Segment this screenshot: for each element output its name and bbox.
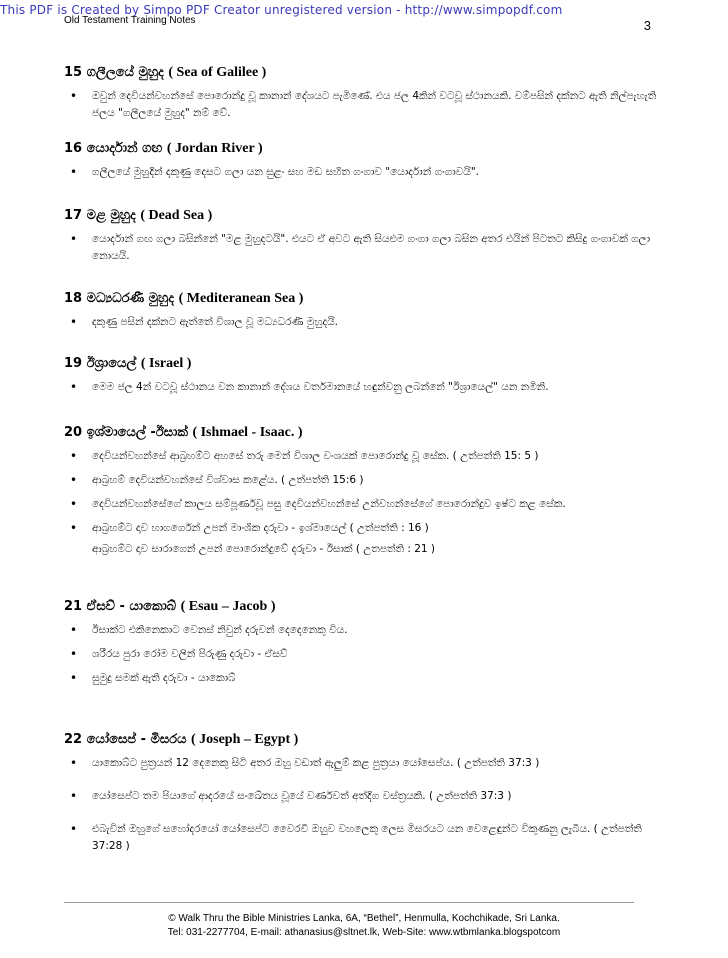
bullet-item [64, 496, 658, 513]
bullet-icon: • [70, 165, 78, 179]
section-19 [64, 355, 658, 403]
section-number: 20 [64, 425, 83, 440]
bullet-text: ගලීලයේ මුහුදින් දකුණු දෙසට ගලා යන සුළං සහ මඩ සහිත ගංගාව "යොර්දාන් ගංගාවයි". [92, 166, 479, 178]
footer-copyright: © Walk Thru the Bible Ministries Lanka, 6A, “Bethel”, Henmulla, Kochchikade, Sri Lanka. [168, 913, 560, 924]
bullet-text: යාකොබ්ට පුත්‍රයන් 12 දෙනෙකු සිටි අතර ඔහු වඩාත් ඇලුම් කළ පුත්‍රයා යෝසෙප්ය. ( උත්පත්ති 37:3 ) [92, 757, 540, 769]
section-number: 21 [64, 599, 83, 614]
bullet-item [64, 314, 658, 331]
section-title-sinhala: ගලීලයේ මුහුද [86, 65, 164, 80]
footer-divider [64, 902, 634, 903]
section-title [64, 598, 658, 616]
pdf-creator-watermark: This PDF is Created by Simpo PDF Creator unregistered version - http://www.simpopdf.com [0, 3, 563, 17]
bullet-text: එබැවින් ඔහුගේ සහෝදරයෝ යෝසෙප්ට වෛරවී ඔහුව වහලෙකු ලෙස මිසරයට යන වෙළෙඳුන්ට විකුණනු ලැබීය. ( උත්පත්ති 37:28 ) [92, 823, 642, 852]
section-title-sinhala: මධ්‍යධරණී මුහුද [86, 291, 175, 306]
section-number: 15 [64, 65, 83, 80]
bullet-item [64, 670, 658, 687]
bullet-item [64, 622, 658, 639]
section-title-english: ( Ishmael - Isaac. ) [192, 425, 303, 440]
section-number: 16 [64, 141, 83, 156]
bullet-item [64, 755, 658, 772]
bullet-icon: • [70, 497, 78, 511]
bullet-item [64, 788, 658, 805]
header-title: Old Testament Training Notes [64, 15, 196, 26]
bullet-item [64, 472, 658, 489]
section-title-english: ( Dead Sea ) [140, 208, 213, 223]
bullet-item [64, 164, 658, 181]
section-title [64, 64, 658, 82]
section-22 [64, 731, 658, 862]
footer-contact: Tel: 031-2277704, E-mail: athanasius@sltnet.lk, Web-Site: www.wtbmlanka.blogspotcom [167, 927, 561, 938]
section-number: 19 [64, 356, 83, 371]
section-title-english: ( Sea of Galilee ) [168, 65, 267, 80]
section-title-english: ( Jordan River ) [166, 141, 263, 156]
bullet-text: මෙම ජල 4න් වටවූ ස්ථානය වන කානාන් දේශය වර්තමානයේ හඳුන්වනු ලබන්නේ "ඊශ්‍රායෙල්" යන නමිනි. [92, 381, 549, 393]
bullet-icon: • [70, 473, 78, 487]
section-title [64, 207, 658, 225]
bullet-icon: • [70, 822, 78, 836]
bullet-text: සුමුදු සමක් ඇති දරුවා - යාකොබ් [92, 672, 236, 684]
section-title-sinhala: යෝසෙප් - මිසරය [86, 732, 187, 747]
section-number: 18 [64, 291, 83, 306]
section-title [64, 140, 658, 158]
bullet-text: ශරීරය පුරා රෝම වලින් පිරුණු දරුවා - ඒසව් [92, 648, 288, 660]
section-title-english: ( Esau – Jacob ) [180, 599, 276, 614]
bullet-item [64, 379, 658, 396]
section-title [64, 424, 658, 442]
bullet-icon: • [70, 315, 78, 329]
section-title-english: ( Mediteranean Sea ) [178, 291, 304, 306]
bullet-text: යෝසෙප්ට තම පියාගේ ආදරයේ සංඛේතය වූයේ වර්ණවත් අත්දිග වස්ත්‍රයකි. ( උත්පත්ති 37:3 ) [92, 790, 512, 802]
bullet-text: ඊසාක්ට එකිනෙකාට වෙනස් නිවුන් දරුවන් දෙදෙනෙකු විය. [92, 624, 348, 636]
bullet-item [64, 821, 658, 855]
section-title [64, 731, 658, 749]
section-title-sinhala: මළ මුහුද [86, 208, 136, 223]
bullet-icon: • [70, 449, 78, 463]
bullet-item [64, 520, 658, 537]
section-title-english: ( Israel ) [140, 356, 192, 371]
bullet-text: ආබ්‍රහම්ට දාව හාගර්ගෙන් උපන් මාංශික දරුවා - ඉශ්මායෙල් ( උත්පත්ති : 16 ) [92, 522, 429, 534]
bullet-icon: • [70, 671, 78, 685]
section-number: 22 [64, 732, 83, 747]
section-title-sinhala: ඊශ්‍රායෙල් [86, 356, 137, 371]
bullet-text: දෙවියන්වහන්සේ ආබ්‍රහම්ට අහසේ තරු මෙන් විශාල වංශයක් පොරොන්දු වූ සේක. ( උත්පත්ති 15: 5 ) [92, 450, 539, 462]
section-16 [64, 140, 658, 188]
section-18 [64, 290, 658, 338]
section-20 [64, 424, 658, 558]
bullet-icon: • [70, 623, 78, 637]
section-17 [64, 207, 658, 272]
section-15 [64, 64, 658, 129]
bullet-icon: • [70, 647, 78, 661]
bullet-icon: • [70, 521, 78, 535]
bullet-text: යොර්දාන් ගඟ ගලා බසින්නේ "මළ මුහුදටයි". එයට ඒ අවට ඇති සියළුම ගංගා ගලා බසින අතර එයින් පිටතට කිසිදු ගංගාවක් ගලා නොයයි. [92, 233, 651, 262]
bullet-icon: • [70, 232, 78, 246]
section-title-sinhala: ඒසව් - යාකොබ් [86, 599, 177, 614]
section-title-sinhala: යොර්දාන් ගඟ [86, 141, 163, 156]
bullet-item [64, 231, 658, 265]
bullet-icon: • [70, 789, 78, 803]
continuation-line: ආබ්‍රහම්ට දාව සාරාගෙන් උපන් පොරොන්දුවේ දරුවා - ඊසාක් ( උතපත්ති : 21 ) [92, 543, 436, 555]
bullet-icon: • [70, 89, 78, 103]
section-title [64, 290, 658, 308]
section-title-english: ( Joseph – Egypt ) [190, 732, 299, 747]
bullet-text: ආබ්‍රහම් දෙවියන්වහන්සේ විශ්වාස කළේය. ( උත්පත්ති 15:6 ) [92, 474, 364, 486]
bullet-item [64, 646, 658, 663]
bullet-item [64, 88, 658, 122]
page-number: 3 [643, 18, 651, 33]
bullet-icon: • [70, 756, 78, 770]
bullet-text: දෙවියන්වහන්සේගේ කාලය සම්පූර්ණවූ පසු දෙවියන්වහන්සේ උන්වහන්සේගේ පොරොන්දුව ඉෂ්ට කළ සේක. [92, 498, 566, 510]
section-number: 17 [64, 208, 83, 223]
bullet-text: දකුණු පසින් දක්නට ඇත්තේ විශාල වූ මධ්‍යධරණී මුහුදයි. [92, 316, 339, 328]
section-title-sinhala: ඉශ්මායෙල් -ඊසාක් [86, 425, 188, 440]
bullet-item [64, 448, 658, 465]
section-title [64, 355, 658, 373]
bullet-icon: • [70, 380, 78, 394]
section-21 [64, 598, 658, 694]
bullet-text: ඔවුන් දෙවියන්වහන්සේ පොරොන්දු වූ කානාන් දේශයට පැමිණේ. එය ජල 4කින් වටවූ ස්ථානයකි. වම්පසින් දක්නට ඇති නිල්පැහැති ජලය "ගලීලයේ මුහුද" නම් වේ. [92, 90, 657, 119]
